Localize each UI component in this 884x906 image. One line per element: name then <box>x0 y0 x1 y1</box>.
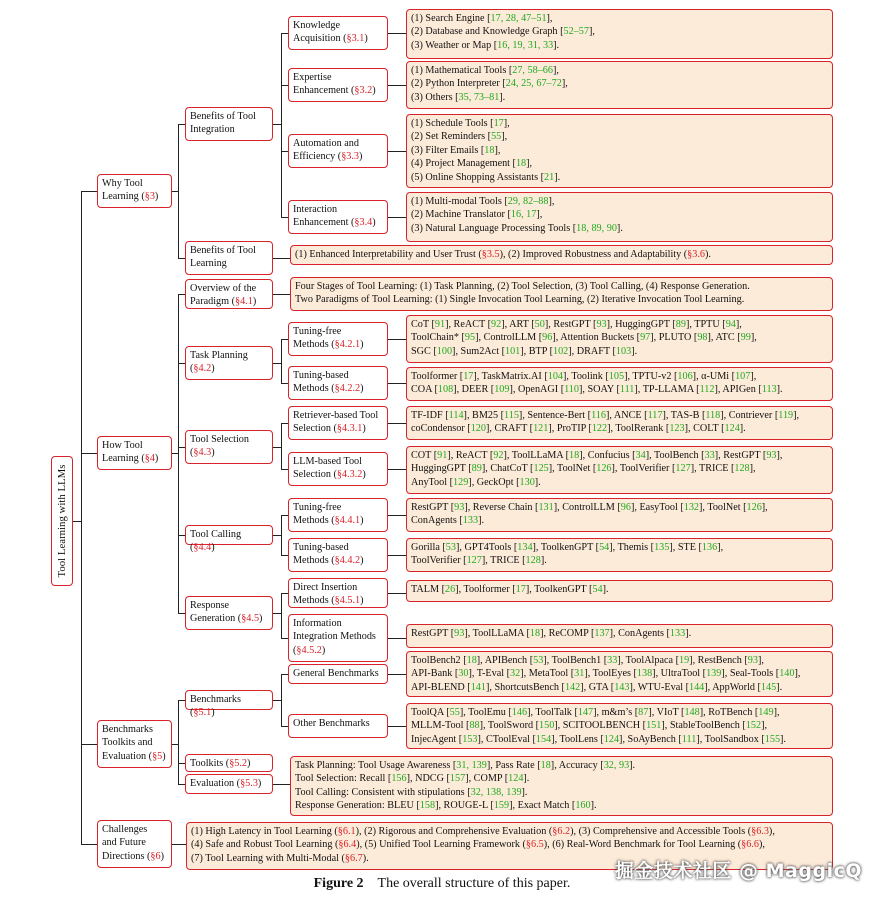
connector-line <box>281 339 288 340</box>
l1-node <box>97 720 172 768</box>
leaf-node-line: (4) Safe and Robust Tool Learning (§6.4), (5) Unified Tool Learning Framework (§6.5), (6) Real-Word Benchmark for Tool Learning (§6.6), <box>191 839 765 851</box>
leaf-node <box>290 756 833 816</box>
l2-node <box>185 279 273 309</box>
connector-line <box>388 593 406 594</box>
l3-node-line: Enhancement (§3.4) <box>293 217 376 229</box>
connector-line <box>281 423 282 470</box>
connector-line <box>281 593 282 639</box>
caption-text: The overall structure of this paper. <box>377 876 571 891</box>
l1-node-line: Directions (§6) <box>102 850 164 862</box>
connector-line <box>273 258 290 259</box>
l3-node <box>288 614 388 662</box>
leaf-node-line: ToolChain* [95], ControlLLM [96], Attention Buckets [97], PLUTO [98], ATC [99], <box>411 332 757 344</box>
l3-node <box>288 68 388 102</box>
l3-node-line: (§4.5.2) <box>293 644 326 656</box>
connector-line <box>172 844 186 845</box>
connector-line <box>281 85 288 86</box>
connector-line <box>281 33 282 218</box>
connector-line <box>273 124 281 125</box>
connector-line <box>281 515 282 556</box>
l3-node-line: Methods (§4.2.1) <box>293 339 364 351</box>
l3-node <box>288 322 388 356</box>
leaf-node-line: API-BLEND [141], ShortcutsBench [142], GTA [143], WTU-Eval [144], AppWorld [145]. <box>411 681 783 693</box>
l2-node-line: Task Planning <box>190 350 248 361</box>
leaf-node-line: Tool Selection: Recall [156], NDCG [157], COMP [124]. <box>295 773 530 785</box>
leaf-node-line: coCondensor [120], CRAFT [121], ProTIP [122], ToolRerank [123], COLT [124]. <box>411 423 746 435</box>
leaf-node-line: HuggingGPT [89], ChatCoT [125], ToolNet [126], ToolVerifier [127], TRICE [128], <box>411 463 756 475</box>
l3-node-line: Selection (§4.3.1) <box>293 423 366 435</box>
l3-node <box>288 134 388 168</box>
connector-line <box>388 638 406 639</box>
l3-node <box>288 578 388 608</box>
leaf-node-line: (2) Machine Translator [16, 17], <box>411 209 543 221</box>
connector-line <box>281 674 282 727</box>
leaf-node-line: (1) Multi-modal Tools [29, 82–88], <box>411 196 555 207</box>
leaf-node-line: (2) Database and Knowledge Graph [52–57], <box>411 26 595 38</box>
l3-node-line: Acquisition (§3.1) <box>293 33 368 45</box>
connector-line <box>388 339 406 340</box>
leaf-node <box>406 192 833 242</box>
connector-line <box>281 555 288 556</box>
l3-node-line: Methods (§4.5.1) <box>293 595 364 607</box>
l3-node <box>288 16 388 50</box>
l2-node-line: Tool Calling (§4.4) <box>190 529 242 554</box>
connector-line <box>178 613 185 614</box>
l3-node <box>288 366 388 400</box>
leaf-node-line: COA [108], DEER [109], OpenAGI [110], SOAY [111], TP-LLAMA [112], APIGen [113]. <box>411 384 783 396</box>
leaf-node-line: Response Generation: BLEU [158], ROUGE-L [159], Exact Match [160]. <box>295 800 597 812</box>
leaf-node <box>406 580 833 602</box>
l2-node <box>185 430 273 464</box>
l3-node <box>288 452 388 486</box>
leaf-node <box>406 9 833 59</box>
l3-node-line: Methods (§4.4.1) <box>293 515 364 527</box>
l3-node-line: Automation and <box>293 138 359 149</box>
connector-line <box>81 191 82 845</box>
connector-line <box>178 124 185 125</box>
leaf-node-line: InjecAgent [153], CToolEval [154], ToolLens [124], SoAyBench [111], ToolSandbox [155]. <box>411 733 786 745</box>
l3-node-line: Methods (§4.4.2) <box>293 555 364 567</box>
connector-line <box>178 363 185 364</box>
leaf-node-line: (1) Search Engine [17, 28, 47–51], <box>411 13 553 24</box>
leaf-node-line: (3) Natural Language Processing Tools [18, 89, 90]. <box>411 222 623 234</box>
connector-line <box>281 593 288 594</box>
l2-node <box>185 346 273 380</box>
watermark: 掘金技术社区 @ MaggicQ <box>614 860 862 882</box>
leaf-node-line: (7) Tool Learning with Multi-Modal (§6.7). <box>191 852 369 864</box>
l1-node-line: Toolkits and <box>102 737 153 749</box>
l3-node <box>288 200 388 234</box>
leaf-node-line: Toolformer [17], TaskMatrix.AI [104], Toolink [105], TPTU-v2 [106], α-UMi [107], <box>411 371 757 382</box>
connector-line <box>281 339 282 384</box>
connector-line <box>388 555 406 556</box>
leaf-node-line: (1) Enhanced Interpretability and User Trust (§3.5), (2) Improved Robustness and Adaptability (§3.6). <box>295 249 711 260</box>
l2-node-line: Overview of the <box>190 283 257 294</box>
l1-node-line: Why Tool <box>102 178 143 189</box>
leaf-node-line: (3) Filter Emails [18], <box>411 144 501 156</box>
leaf-node <box>406 446 833 494</box>
connector-line <box>388 217 406 218</box>
l3-node <box>288 714 388 738</box>
leaf-node-line: API-Bank [30], T-Eval [32], MetaTool [31], ToolEyes [138], UltraTool [139], Seal-Tools [140], <box>411 668 801 680</box>
connector-line <box>388 383 406 384</box>
l2-node-line: Benefits of Tool <box>190 245 256 256</box>
connector-line <box>281 383 288 384</box>
l2-node <box>185 754 273 772</box>
connector-line <box>178 784 185 785</box>
connector-line <box>273 535 281 536</box>
leaf-node-line: Tool Calling: Consistent with stipulations [32, 138, 139]. <box>295 786 528 798</box>
leaf-node <box>406 367 833 401</box>
l3-node <box>288 406 388 440</box>
l2-node-line: Response <box>190 600 230 611</box>
leaf-node-line: Task Planning: Tool Usage Awareness [31, 139], Pass Rate [18], Accuracy [32, 93]. <box>295 760 636 771</box>
leaf-node-line: ToolQA [55], ToolEmu [146], ToolTalk [147], m&m’s [87], VIoT [148], RoTBench [149], <box>411 707 780 718</box>
l3-node <box>288 538 388 572</box>
connector-line <box>281 33 288 34</box>
l2-node-line: Tool Selection <box>190 434 249 445</box>
l3-node-line: LLM-based Tool <box>293 456 362 467</box>
leaf-node-line: MLLM-Tool [88], ToolSword [150], SCITOOLBENCH [151], StableToolBench [152], <box>411 720 768 732</box>
root-node <box>51 456 73 586</box>
l3-node-line: Knowledge <box>293 20 340 31</box>
leaf-node-line: TALM [26], Toolformer [17], ToolkenGPT [54]. <box>411 584 609 595</box>
l3-node-line: Tuning-free <box>293 326 342 337</box>
l2-node-line: Toolkits (§5.2) <box>190 758 251 769</box>
leaf-node <box>406 703 833 749</box>
leaf-node-line: SGC [100], Sum2Act [101], BTP [102], DRAFT [103]. <box>411 345 638 357</box>
connector-line <box>178 447 185 448</box>
leaf-node-line: COT [91], ReACT [92], ToolLLaMA [18], Confucius [34], ToolBench [33], RestGPT [93], <box>411 450 783 461</box>
connector-line <box>388 423 406 424</box>
l1-node-line: How Tool <box>102 440 143 451</box>
connector-line <box>178 294 179 614</box>
connector-line <box>81 744 97 745</box>
l1-node-line: and Future <box>102 837 146 849</box>
l3-node-line: Efficiency (§3.3) <box>293 151 363 163</box>
l2-node-line: (§4.2) <box>190 363 215 375</box>
root-label: Tool Learning with LLMs <box>56 464 68 578</box>
l3-node-line: Integration Methods <box>293 631 376 643</box>
leaf-node <box>406 538 833 572</box>
connector-line <box>178 294 185 295</box>
leaf-node-line: Gorilla [53], GPT4Tools [134], ToolkenGPT [54], Themis [135], STE [136], <box>411 542 724 553</box>
connector-line <box>81 191 97 192</box>
connector-line <box>388 726 406 727</box>
l3-node-line: Tuning-free <box>293 502 342 513</box>
leaf-node-line: (5) Online Shopping Assistants [21]. <box>411 171 561 183</box>
connector-line <box>388 33 406 34</box>
l1-node-line: Benchmarks <box>102 724 153 735</box>
leaf-node-line: RestGPT [93], ToolLLaMA [18], ReCOMP [137], ConAgents [133]. <box>411 628 692 639</box>
connector-line <box>281 726 288 727</box>
connector-line <box>388 151 406 152</box>
l3-node-line: General Benchmarks <box>293 668 379 679</box>
l1-node-line: Evaluation (§5) <box>102 750 166 762</box>
connector-line <box>178 700 179 785</box>
leaf-node <box>406 651 833 697</box>
l2-node <box>185 690 273 719</box>
l2-node-line: Benchmarks (§5.1) <box>190 694 241 719</box>
leaf-node-line: RestGPT [93], Reverse Chain [131], ControlLLM [96], EasyTool [132], ToolNet [126], <box>411 502 768 513</box>
l2-node-line: (§4.3) <box>190 447 215 459</box>
l2-node <box>185 774 273 794</box>
leaf-node-line: (3) Others [35, 73–81]. <box>411 91 506 103</box>
l3-node-line: Information <box>293 618 342 629</box>
connector-line <box>388 515 406 516</box>
connector-line <box>273 784 290 785</box>
leaf-node-line: Two Paradigms of Tool Learning: (1) Single Invocation Tool Learning, (2) Iterative Invocation Tool Learning. <box>295 294 745 306</box>
leaf-node-line: ToolBench2 [18], APIBench [53], ToolBench1 [33], ToolAlpaca [19], RestBench [93], <box>411 655 764 666</box>
connector-line <box>73 521 81 522</box>
leaf-node-line: (2) Set Reminders [55], <box>411 131 508 143</box>
leaf-node-line: (2) Python Interpreter [24, 25, 67–72], <box>411 78 568 90</box>
leaf-node <box>290 277 833 311</box>
l2-node-line: Benefits of Tool <box>190 111 256 122</box>
connector-line <box>81 844 97 845</box>
leaf-node <box>406 114 833 188</box>
l2-node <box>185 525 273 554</box>
connector-line <box>281 469 288 470</box>
leaf-node-line: (1) Schedule Tools [17], <box>411 118 510 129</box>
leaf-node-line: AnyTool [129], GeckOpt [130]. <box>411 476 541 488</box>
connector-line <box>281 423 288 424</box>
leaf-node-line: ToolVerifier [127], TRICE [128]. <box>411 555 547 567</box>
l2-node <box>185 107 273 141</box>
connector-line <box>281 638 288 639</box>
l1-node <box>97 820 172 868</box>
leaf-node <box>406 406 833 440</box>
l3-node-line: Selection (§4.3.2) <box>293 469 366 481</box>
leaf-node-line: (1) High Latency in Tool Learning (§6.1), (2) Rigorous and Comprehensive Evaluation (§6.2), (3) Comprehensive and Accessible Tools (§6.3), <box>191 826 775 837</box>
l3-node-line: Enhancement (§3.2) <box>293 85 376 97</box>
connector-line <box>273 294 290 295</box>
leaf-node-line: (3) Weather or Map [16, 19, 31, 33]. <box>411 39 560 51</box>
leaf-node-line: (4) Project Management [18], <box>411 158 533 170</box>
connector-line <box>281 151 288 152</box>
l3-node-line: Methods (§4.2.2) <box>293 383 364 395</box>
leaf-node-line: ConAgents [133]. <box>411 515 485 527</box>
connector-line <box>281 217 288 218</box>
l3-node <box>288 664 388 684</box>
leaf-node <box>406 61 833 109</box>
connector-line <box>281 515 288 516</box>
l2-node-line: Paradigm (§4.1) <box>190 296 257 308</box>
leaf-node <box>406 624 833 648</box>
connector-line <box>388 85 406 86</box>
l1-node <box>97 436 172 470</box>
figure-label: Figure 2 <box>313 876 364 891</box>
leaf-node <box>406 315 833 363</box>
connector-line <box>178 763 185 764</box>
leaf-node-line: Four Stages of Tool Learning: (1) Task Planning, (2) Tool Selection, (3) Tool Calling, (4) Response Generation. <box>295 281 750 292</box>
l3-node-line: Direct Insertion <box>293 582 358 593</box>
l2-node-line: Evaluation (§5.3) <box>190 778 262 789</box>
l1-node-line: Learning (§4) <box>102 453 159 465</box>
l1-node-line: Learning (§3) <box>102 191 159 203</box>
connector-line <box>81 453 97 454</box>
leaf-node-line: (1) Mathematical Tools [27, 58–66], <box>411 65 559 76</box>
connector-line <box>388 469 406 470</box>
connector-line <box>178 124 179 259</box>
connector-line <box>273 447 281 448</box>
leaf-node <box>406 498 833 532</box>
l2-node-line: Generation (§4.5) <box>190 613 263 625</box>
connector-line <box>273 363 281 364</box>
connector-line <box>178 535 185 536</box>
connector-line <box>388 674 406 675</box>
l3-node-line: Tuning-based <box>293 370 349 381</box>
l3-node-line: Other Benchmarks <box>293 718 370 729</box>
l2-node <box>185 241 273 275</box>
l2-node-line: Integration <box>190 124 235 136</box>
l3-node-line: Expertise <box>293 72 332 83</box>
l3-node-line: Tuning-based <box>293 542 349 553</box>
connector-line <box>178 258 185 259</box>
l2-node-line: Learning <box>190 258 227 270</box>
l3-node <box>288 498 388 532</box>
l2-node <box>185 596 273 630</box>
l1-node-line: Challenges <box>102 824 148 835</box>
leaf-node <box>290 245 833 265</box>
connector-line <box>281 674 288 675</box>
l3-node-line: Retriever-based Tool <box>293 410 379 421</box>
connector-line <box>178 700 185 701</box>
connector-line <box>273 613 281 614</box>
connector-line <box>273 700 281 701</box>
l1-node <box>97 174 172 208</box>
leaf-node-line: TF-IDF [114], BM25 [115], Sentence-Bert [116], ANCE [117], TAS-B [118], Contriever [119], <box>411 410 800 421</box>
l3-node-line: Interaction <box>293 204 338 215</box>
leaf-node-line: CoT [91], ReACT [92], ART [50], RestGPT [93], HuggingGPT [89], TPTU [94], <box>411 319 742 330</box>
